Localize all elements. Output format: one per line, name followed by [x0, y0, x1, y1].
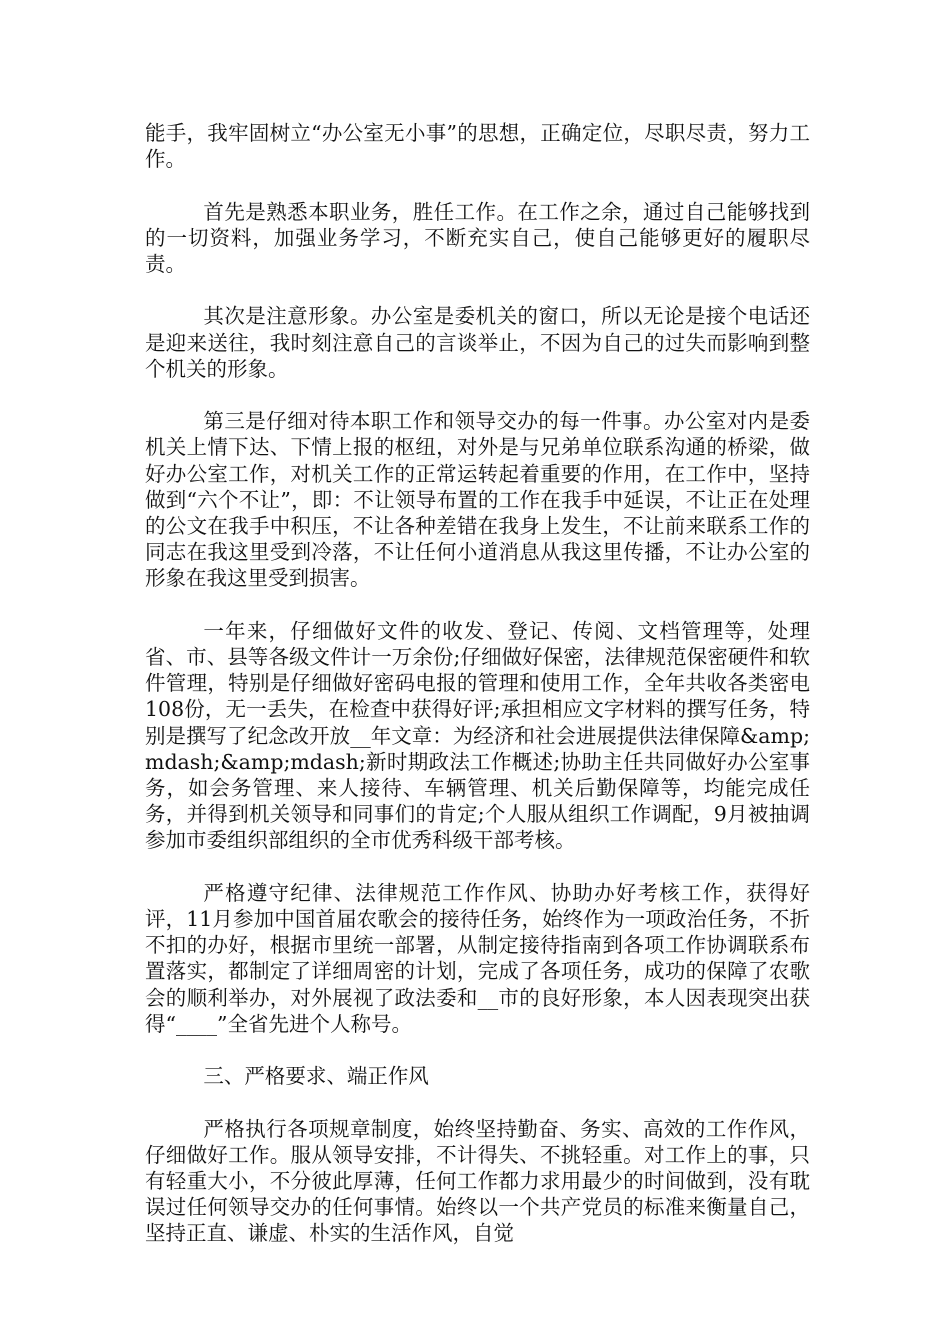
section-heading: 三、严格要求、端正作风 [203, 1064, 429, 1089]
paragraph-year-summary: 一年来，仔细做好文件的收发、登记、传阅、文档管理等，处理省、市、县等各级文件计一万余份;仔细做好保密，法律规范保密硬件和软件管理，特别是仔细做好密码电报的管理和使用工作，全年共收各类密电108份，无一丢失，在检查中获得好评;承担相应文字材料的撰写任务，特别是撰写了纪念改开放__年文章：为经济和社会进展提供法律保障&amp;mdash;&amp;mdash;新时期政法工作概述;协助主任共同做好办公室事务，如会务管理、来人接待、车辆管理、机关后勤保障等，均能完成任务，并得到机关领导和同事们的肯定;个人服从组织工作调配，9月被抽调参加市委组织部组织的全市优秀科级干部考核。 [145, 618, 810, 853]
paragraph-image: 其次是注意形象。办公室是委机关的窗口，所以无论是接个电话还是迎来送往，我时刻注意自己的言谈举止，不因为自己的过失而影响到整个机关的形象。 [145, 304, 810, 381]
paragraph-strict-requirements: 严格执行各项规章制度，始终坚持勤奋、务实、高效的工作作风，仔细做好工作。服从领导安排，不计得失、不挑轻重。对工作上的事，只有轻重大小，不分彼此厚薄，任何工作都力求用最少的时间做到，没有耽误过任何领导交办的任何事情。始终以一个共产党员的标准来衡量自己，坚持正直、谦虚、朴实的生活作风，自觉 [145, 1116, 810, 1246]
paragraph-careful-work: 第三是仔细对待本职工作和领导交办的每一件事。办公室对内是委机关上情下达、下情上报的枢纽，对外是与兄弟单位联系沟通的桥梁，做好办公室工作，对机关工作的正常运转起着重要的作用，在工作中，坚持做到“六个不让”，即：不让领导布置的工作在我手中延误，不让正在处理的公文在我手中积压，不让各种差错在我身上发生，不让前来联系工作的同志在我这里受到冷落，不让任何小道消息从我这里传播，不让办公室的形象在我这里受到损害。 [145, 409, 810, 591]
paragraph-familiar-duties: 首先是熟悉本职业务，胜任工作。在工作之余，通过自己能够找到的一切资料，加强业务学习，不断充实自己，使自己能够更好的履职尽责。 [145, 199, 810, 276]
paragraph-discipline: 严格遵守纪律、法律规范工作作风、协助办好考核工作，获得好评，11月参加中国首届农歌会的接待任务，始终作为一项政治任务，不折不扣的办好，根据市里统一部署，从制定接待指南到各项工作协调联系布置落实，都制定了详细周密的计划，完成了各项任务，成功的保障了农歌会的顺利举办，对外展视了政法委和__市的良好形象，本人因表现突出获得“____”全省先进个人称号。 [145, 880, 810, 1036]
paragraph-continuation: 能手，我牢固树立“办公室无小事”的思想，正确定位，尽职尽责，努力工作。 [145, 121, 810, 172]
document-page [145, 120, 810, 1273]
